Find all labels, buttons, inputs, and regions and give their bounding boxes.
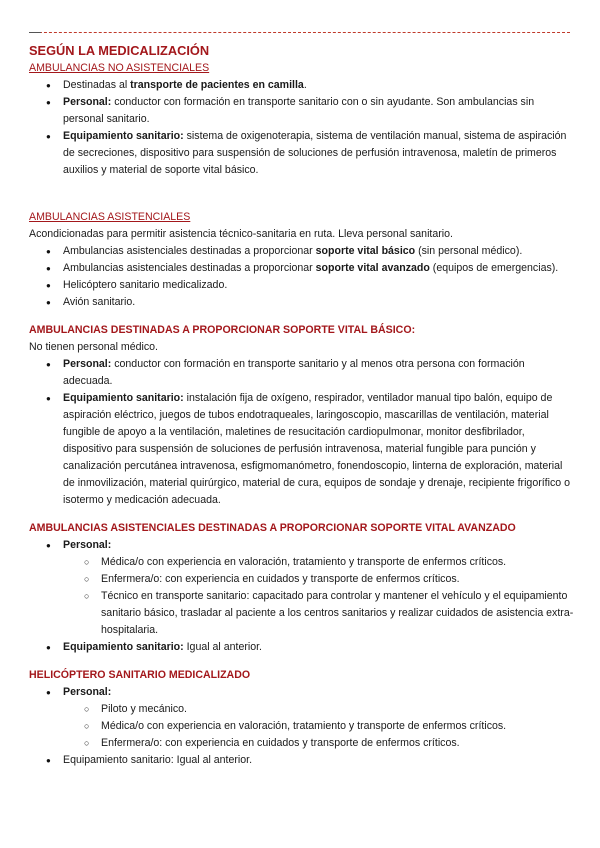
document-content [29,28,575,769]
list-item: ● Ambulancias asistenciales destinadas a proporcionar soporte vital básico (sin personal médico). [29,243,575,260]
section-intro: No tienen personal médico. [29,341,158,353]
section-heading: AMBULANCIAS DESTINADAS A PROPORCIONAR SOPORTE VITAL BÁSICO: [29,324,416,336]
section-no-asistenciales [29,60,575,179]
list-item: ● Personal: ○ Piloto y mecánico. ○ Médica/o con experiencia en valoración, tratamiento y transporte de enfermos críticos. ○ Enfermera/o: con experiencia en cuidados y transporte de enfermos críticos. [29,684,575,752]
list-item: ● Equipamiento sanitario: sistema de oxigenoterapia, sistema de ventilación manual, sistema de aspiración de secreciones, dispositivo para suspensión de soluciones de perfusión intravenosa, maletín de primeros auxilios y material de soporte vital básico. [29,128,575,179]
section-heading: HELICÓPTERO SANITARIO MEDICALIZADO [29,669,251,681]
bullet-list [29,537,575,656]
list-item: ● Equipamiento sanitario: Igual al anterior. [29,752,575,769]
section-heading: AMBULANCIAS ASISTENCIALES DESTINADAS A PROPORCIONAR SOPORTE VITAL AVANZADO [29,522,516,534]
section-asistenciales [29,209,575,311]
list-item: ● Personal: conductor con formación en transporte sanitario y al menos otra persona con formación adecuada. [29,356,575,390]
list-item: ● Personal: conductor con formación en transporte sanitario con o sin ayudante. Son ambulancias sin personal sanitario. [29,94,575,128]
list-item: ● Equipamiento sanitario: Igual al anterior. [29,639,575,656]
sub-list-item: ○ Médica/o con experiencia en valoración, tratamiento y transporte de enfermos críticos. [29,718,575,735]
bullet-list [29,356,575,509]
sub-list-item: ○ Enfermera/o: con experiencia en cuidados y transporte de enfermos críticos. [29,735,575,752]
sub-list-item: ○ Enfermera/o: con experiencia en cuidados y transporte de enfermos críticos. [29,571,575,588]
page-title: SEGÚN LA MEDICALIZACIÓN [29,43,210,58]
sub-list [29,701,575,752]
bullet-list [29,77,575,179]
list-item: ● Helicóptero sanitario medicalizado. [29,277,575,294]
sub-list-item: ○ Médica/o con experiencia en valoración, tratamiento y transporte de enfermos críticos. [29,554,575,571]
section-svb [29,322,575,509]
list-item: ● Equipamiento sanitario: instalación fija de oxígeno, respirador, ventilador manual tipo balón, equipo de aspiración eléctrico, juegos de tubos endotraqueales, laringoscopio, mascarillas de ventilación, material fungible de apoyo a la ventilación, maletines de resucitación cardiopulmonar, monitor desfibrilador, dispositivo para suspensión de soluciones de perfusión intravenosa, material fungible para punción y canalización percutánea intravenosa, esfigmomanómetro, fonendoscopio, linterna de exploración, material de inmovilización, material quirúrgico, material de cura, equipos de sondaje y drenaje, recipiente frigorífico o isotermo y medicación adecuada. [29,390,575,509]
list-item: ● Personal: ○ Médica/o con experiencia en valoración, tratamiento y transporte de enfermos críticos. ○ Enfermera/o: con experiencia en cuidados y transporte de enfermos críticos. ○ Técnico en transporte sanitario: capacitado para controlar y mantener el vehículo y el equipamiento sanitario básico, trasladar al paciente a los centros sanitarios y realizar cuidados de asistencia extra- hospitalaria. [29,537,575,639]
section-intro: Acondicionadas para permitir asistencia técnico-sanitaria en ruta. Lleva personal sanitario. [29,228,453,240]
bullet-list [29,684,575,769]
sub-list [29,554,575,639]
section-helicoptero [29,667,575,769]
list-item: ● Avión sanitario. [29,294,575,311]
list-item: ● Ambulancias asistenciales destinadas a proporcionar soporte vital avanzado (equipos de emergencias). [29,260,575,277]
list-item: ● Destinadas al transporte de pacientes en camilla. [29,77,575,94]
sub-list-item: ○ Técnico en transporte sanitario: capacitado para controlar y mantener el vehículo y el equipamiento sanitario básico, trasladar al paciente a los centros sanitarios y realizar cuidados de asistencia extra- hospitalaria. [29,588,575,639]
bullet-list [29,243,575,311]
section-sva [29,520,575,656]
section-heading: AMBULANCIAS ASISTENCIALES [29,211,191,223]
section-heading: AMBULANCIAS NO ASISTENCIALES [29,62,210,74]
sub-list-item: ○ Piloto y mecánico. [29,701,575,718]
